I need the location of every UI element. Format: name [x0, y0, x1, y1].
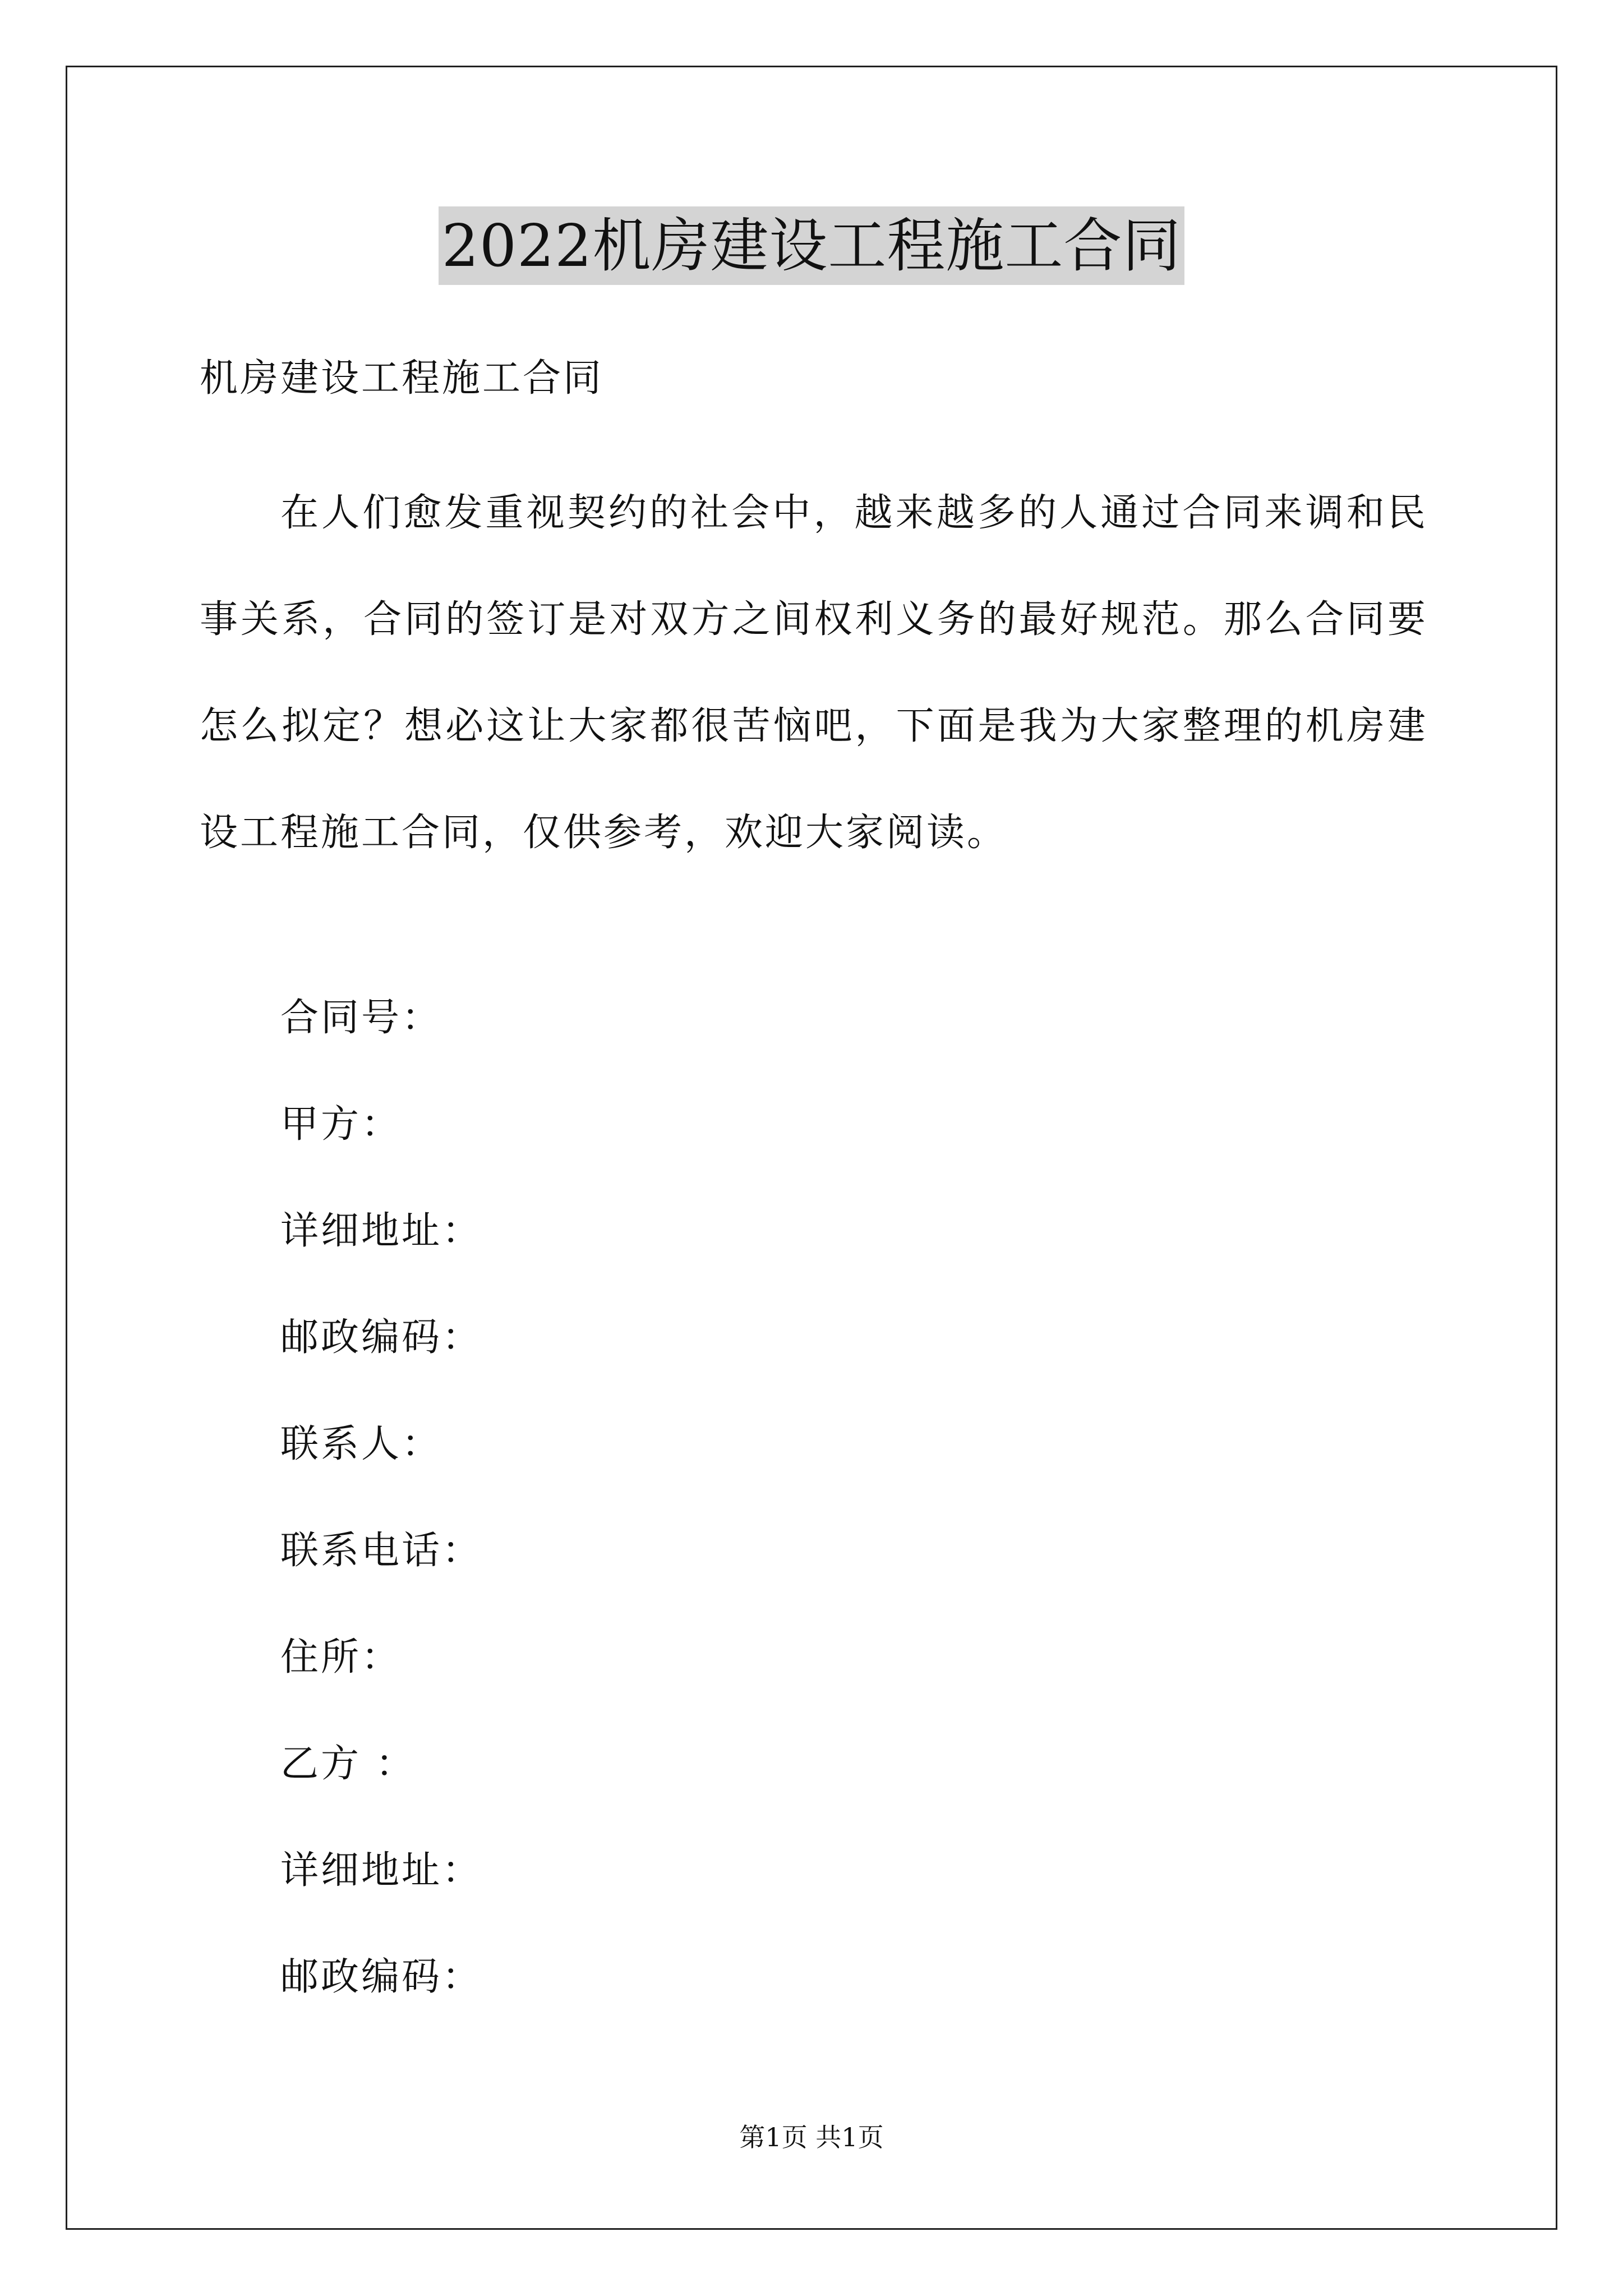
- page-footer: 第1页 共1页: [739, 2122, 884, 2152]
- field-party-a-phone: 联系电话：: [280, 1529, 483, 1573]
- field-party-a-address: 详细地址：: [280, 1209, 483, 1253]
- field-party-a-contact: 联系人：: [280, 1422, 442, 1466]
- field-party-a: 甲方：: [280, 1102, 402, 1147]
- field-party-a-residence: 住所：: [280, 1635, 402, 1680]
- field-party-b-address: 详细地址：: [280, 1848, 483, 1893]
- document-subtitle: 机房建设工程施工合同: [200, 356, 604, 401]
- field-party-b-postcode: 邮政编码：: [280, 1955, 483, 1999]
- field-party-b: 乙方 ：: [280, 1742, 416, 1786]
- title-container: [0, 206, 1623, 285]
- document-title: 2022机房建设工程施工合同: [439, 206, 1185, 285]
- intro-paragraph: 在人们愈发重视契约的社会中，越来越多的人通过合同来调和民事关系，合同的签订是对双方之间权利义务的最好规范。那么合同要怎么拟定？想必这让大家都很苦恼吧，下面是我为大家整理的机房建设工程施工合同，仅供参考，欢迎大家阅读。: [200, 491, 1428, 855]
- field-party-a-postcode: 邮政编码：: [280, 1315, 483, 1360]
- field-contract-number: 合同号：: [280, 996, 442, 1040]
- contract-fields-list: [280, 993, 482, 2059]
